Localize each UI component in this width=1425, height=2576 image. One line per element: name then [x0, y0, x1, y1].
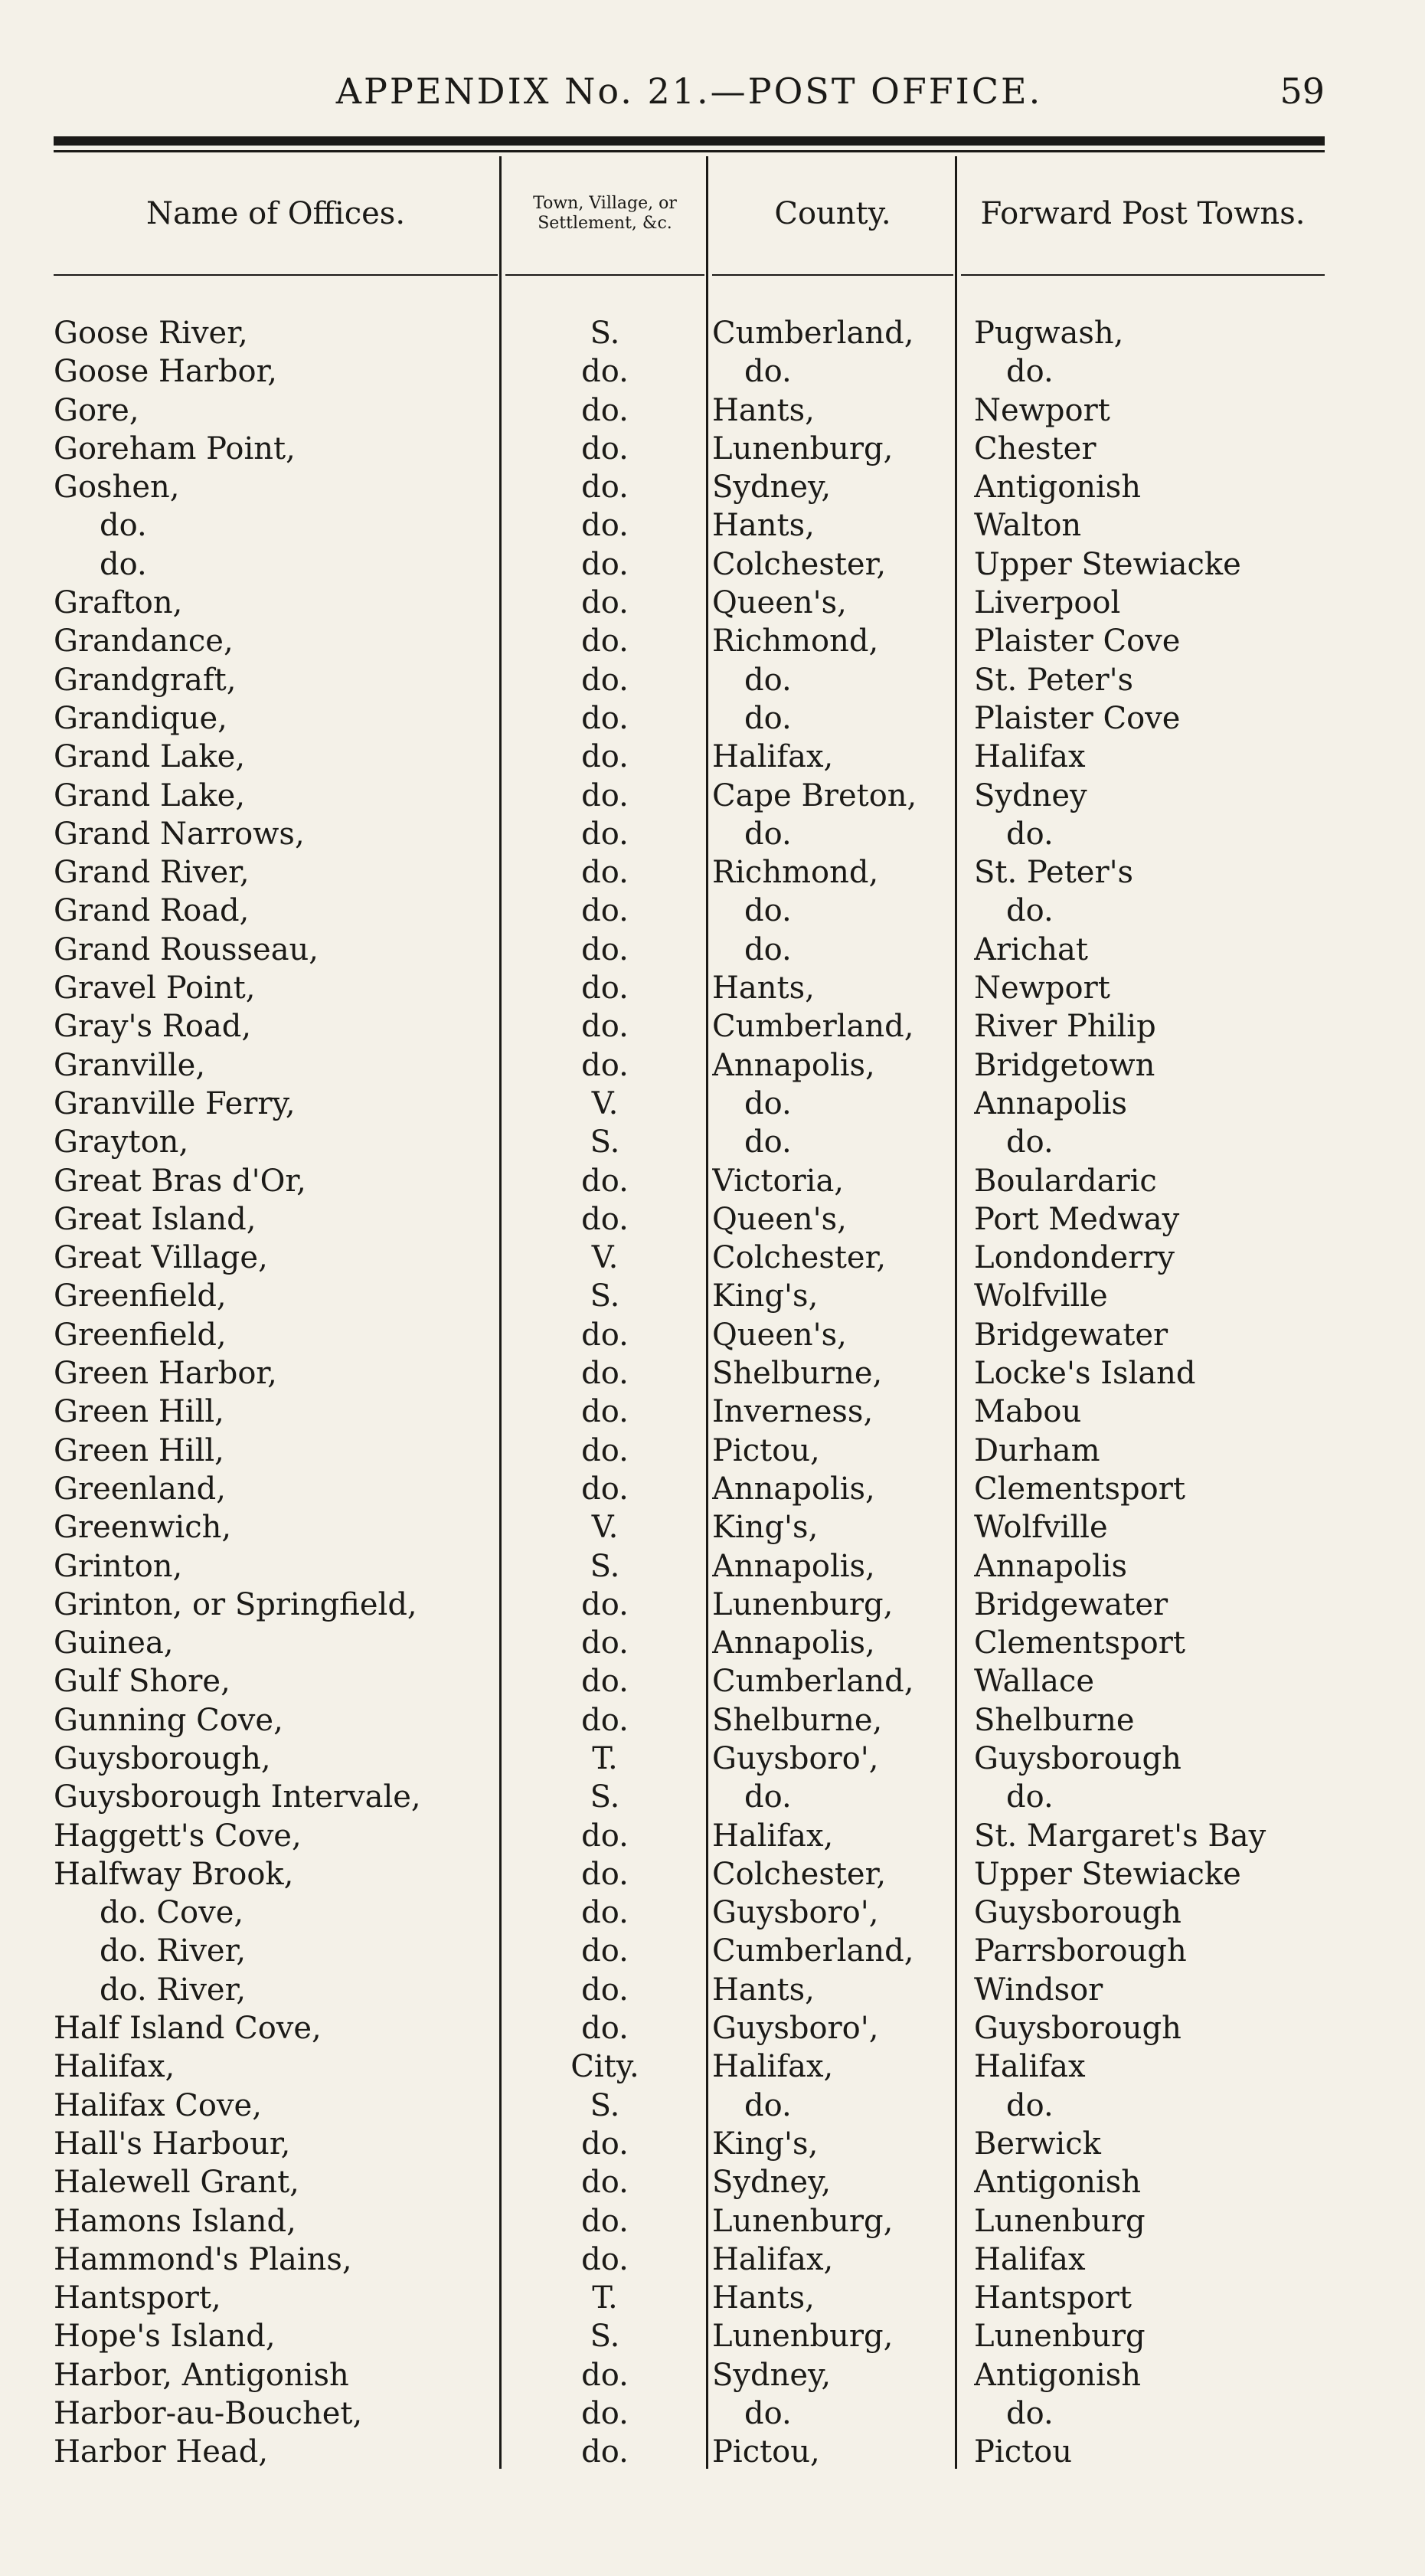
settlement-type: do. — [581, 1664, 629, 1700]
forward-post-town: St. Peter's — [974, 662, 1134, 698]
settlement-type: do. — [581, 700, 629, 736]
settlement-type: do. — [581, 1394, 629, 1430]
forward-post-town: Chester — [974, 430, 1097, 466]
table-row — [0, 661, 1425, 699]
table-row — [0, 2202, 1425, 2240]
column-header-rule — [712, 274, 953, 276]
table-row — [0, 2087, 1425, 2125]
table-row — [0, 1200, 1425, 1239]
county: Hants, — [712, 2280, 815, 2316]
table-row — [0, 1277, 1425, 1315]
settlement-type: do. — [581, 470, 629, 506]
forward-post-town: Halifax — [974, 2241, 1086, 2277]
forward-post-town: St. Peter's — [974, 855, 1134, 891]
settlement-type: T. — [592, 2280, 618, 2316]
settlement-type: V. — [591, 1510, 619, 1546]
county: Annapolis, — [712, 1047, 875, 1083]
county: Halifax, — [712, 2049, 834, 2085]
forward-post-town: Berwick — [974, 2126, 1101, 2162]
table-row — [0, 352, 1425, 391]
table-row — [0, 1701, 1425, 1740]
forward-post-town: Newport — [974, 392, 1110, 428]
county: Annapolis, — [712, 1548, 875, 1584]
office-name: Great Bras d'Or, — [54, 1163, 306, 1199]
settlement-type: do. — [581, 2357, 629, 2393]
county: Guysboro', — [712, 1895, 879, 1931]
table-row — [0, 699, 1425, 738]
county: Queen's, — [712, 585, 847, 621]
forward-post-town: Upper Stewiacke — [974, 1856, 1241, 1892]
office-name: Harbor, Antigonish — [54, 2357, 349, 2393]
settlement-type: do. — [581, 893, 629, 929]
forward-post-town: Antigonish — [974, 470, 1142, 506]
table-row — [0, 1586, 1425, 1624]
office-name: Grandique, — [54, 700, 227, 736]
county: do. — [744, 700, 792, 736]
office-name: Guinea, — [54, 1625, 174, 1661]
settlement-type: S. — [590, 1779, 620, 1815]
office-name: Halewell Grant, — [54, 2165, 299, 2201]
county: Victoria, — [712, 1163, 845, 1199]
settlement-type: do. — [581, 1856, 629, 1892]
forward-post-town: Newport — [974, 971, 1110, 1007]
column-header-rule — [54, 274, 498, 276]
county: Cumberland, — [712, 316, 914, 351]
table-row — [0, 853, 1425, 892]
office-name: do. River, — [100, 1933, 247, 1969]
table-row — [0, 1778, 1425, 1816]
office-name: Great Island, — [54, 1201, 257, 1237]
settlement-type: do. — [581, 1702, 629, 1738]
forward-post-town: Antigonish — [974, 2357, 1142, 2393]
table-row — [0, 391, 1425, 430]
settlement-type: S. — [590, 1548, 620, 1584]
settlement-type: do. — [581, 1201, 629, 1237]
settlement-type: do. — [581, 1471, 629, 1507]
office-name: Grand Rousseau, — [54, 931, 319, 967]
forward-post-town: Parrsborough — [974, 1933, 1187, 1969]
office-name: Grand Narrows, — [54, 816, 305, 852]
settlement-type: S. — [590, 316, 620, 351]
table-row — [0, 314, 1425, 352]
office-name: do. — [100, 546, 147, 582]
page-number: 59 — [1280, 70, 1325, 112]
forward-post-town: Windsor — [974, 1972, 1103, 2008]
settlement-type: do. — [581, 931, 629, 967]
table-row — [0, 468, 1425, 506]
county: Colchester, — [712, 546, 887, 582]
county: Shelburne, — [712, 1356, 883, 1392]
forward-post-town: do. — [1006, 1124, 1054, 1160]
table-row — [0, 1740, 1425, 1778]
table-row — [0, 1007, 1425, 1046]
office-name: Green Harbor, — [54, 1356, 277, 1392]
forward-post-town: Pictou — [974, 2434, 1073, 2470]
forward-post-town: do. — [1006, 893, 1054, 929]
settlement-type: do. — [581, 1047, 629, 1083]
office-name: Grafton, — [54, 585, 183, 621]
office-name: Hamons Island, — [54, 2203, 296, 2239]
settlement-type: V. — [591, 1085, 619, 1121]
settlement-type: S. — [590, 2319, 620, 2355]
county: do. — [744, 1085, 792, 1121]
table-row — [0, 1817, 1425, 1855]
settlement-type: do. — [581, 1163, 629, 1199]
forward-post-town: Bridgetown — [974, 1047, 1155, 1083]
table-row — [0, 1662, 1425, 1700]
header-rule-thin — [54, 150, 1325, 152]
forward-post-town: Wolfville — [974, 1278, 1108, 1314]
settlement-type: do. — [581, 1818, 629, 1854]
office-name: Gunning Cove, — [54, 1702, 283, 1738]
table-row — [0, 1894, 1425, 1932]
county: Colchester, — [712, 1240, 887, 1276]
settlement-type: do. — [581, 2241, 629, 2277]
county: Cumberland, — [712, 1664, 914, 1700]
office-name: Granville, — [54, 1047, 206, 1083]
forward-post-town: do. — [1006, 2087, 1054, 2123]
settlement-type: T. — [592, 1740, 618, 1776]
county: Richmond, — [712, 624, 879, 660]
county: do. — [744, 662, 792, 698]
forward-post-town: Locke's Island — [974, 1356, 1196, 1392]
county: Halifax, — [712, 739, 834, 775]
county: Cumberland, — [712, 1933, 914, 1969]
table-row — [0, 430, 1425, 468]
county: Hants, — [712, 508, 815, 544]
settlement-type: do. — [581, 855, 629, 891]
office-name: Greenland, — [54, 1471, 226, 1507]
forward-post-town: Sydney — [974, 777, 1087, 813]
county: Halifax, — [712, 1818, 834, 1854]
forward-post-town: Halifax — [974, 2049, 1086, 2085]
forward-post-town: Arichat — [974, 931, 1088, 967]
table-row — [0, 2394, 1425, 2433]
county: Sydney, — [712, 2357, 832, 2393]
settlement-type: do. — [581, 1009, 629, 1045]
forward-post-town: Lunenburg — [974, 2203, 1146, 2239]
forward-post-town: Bridgewater — [974, 1586, 1168, 1622]
office-name: Hantsport, — [54, 2280, 221, 2316]
office-name: Harbor Head, — [54, 2434, 269, 2470]
forward-post-town: Guysborough — [974, 1895, 1182, 1931]
table-row — [0, 1508, 1425, 1547]
forward-post-town: Upper Stewiacke — [974, 546, 1241, 582]
office-name: do. Cove, — [100, 1895, 244, 1931]
settlement-type: do. — [581, 430, 629, 466]
settlement-type: do. — [581, 2434, 629, 2470]
office-name: Hall's Harbour, — [54, 2126, 291, 2162]
settlement-type: City. — [570, 2049, 639, 2085]
column-header-county: County. — [774, 196, 891, 231]
settlement-type: do. — [581, 739, 629, 775]
office-name: Grand Lake, — [54, 777, 246, 813]
table-row — [0, 2163, 1425, 2201]
offices-table — [0, 314, 1425, 2472]
office-name: Goose Harbor, — [54, 354, 278, 390]
office-name: Greenwich, — [54, 1510, 232, 1546]
table-row — [0, 1239, 1425, 1277]
table-row — [0, 1547, 1425, 1586]
forward-post-town: do. — [1006, 354, 1054, 390]
forward-post-town: Liverpool — [974, 585, 1121, 621]
settlement-type: do. — [581, 1586, 629, 1622]
county: do. — [744, 354, 792, 390]
forward-post-town: do. — [1006, 2396, 1054, 2432]
forward-post-town: Londonderry — [974, 1240, 1175, 1276]
column-header-rule — [961, 274, 1325, 276]
forward-post-town: Lunenburg — [974, 2319, 1146, 2355]
county: Sydney, — [712, 2165, 832, 2201]
forward-post-town: Durham — [974, 1432, 1100, 1468]
office-name: Great Village, — [54, 1240, 268, 1276]
office-name: Grand Lake, — [54, 739, 246, 775]
settlement-type: do. — [581, 2165, 629, 2201]
county: Guysboro', — [712, 2011, 879, 2047]
county: Annapolis, — [712, 1471, 875, 1507]
table-row — [0, 1316, 1425, 1354]
office-name: Gulf Shore, — [54, 1664, 230, 1700]
county: Guysboro', — [712, 1740, 879, 1776]
county: Lunenburg, — [712, 2203, 894, 2239]
settlement-type: do. — [581, 1356, 629, 1392]
column-header-rule — [505, 274, 704, 276]
forward-post-town: River Philip — [974, 1009, 1156, 1045]
column-header-type: Town, Village, or Settlement, &c. — [533, 194, 677, 233]
office-name: Greenfield, — [54, 1278, 227, 1314]
county: Queen's, — [712, 1317, 847, 1353]
page-header — [54, 63, 1325, 132]
office-name: Grayton, — [54, 1124, 189, 1160]
office-name: Green Hill, — [54, 1394, 224, 1430]
table-row — [0, 2047, 1425, 2086]
office-name: Halifax Cove, — [54, 2087, 262, 2123]
forward-post-town: Bridgewater — [974, 1317, 1168, 1353]
forward-post-town: Clementsport — [974, 1471, 1185, 1507]
office-name: Goose River, — [54, 316, 248, 351]
forward-post-town: Guysborough — [974, 2011, 1182, 2047]
column-header-forward: Forward Post Towns. — [980, 196, 1306, 231]
table-row — [0, 738, 1425, 776]
county: Colchester, — [712, 1856, 887, 1892]
county: Lunenburg, — [712, 430, 894, 466]
office-name: Grandgraft, — [54, 662, 237, 698]
county: Pictou, — [712, 1432, 820, 1468]
office-name: Grinton, or Springfield, — [54, 1586, 417, 1622]
settlement-type: do. — [581, 777, 629, 813]
settlement-type: do. — [581, 2011, 629, 2047]
county: Pictou, — [712, 2434, 820, 2470]
settlement-type: V. — [591, 1240, 619, 1276]
settlement-type: S. — [590, 1124, 620, 1160]
county: King's, — [712, 1510, 819, 1546]
county: Hants, — [712, 971, 815, 1007]
settlement-type: do. — [581, 1972, 629, 2008]
office-name: Grand Road, — [54, 893, 250, 929]
table-row — [0, 1932, 1425, 1970]
settlement-type: do. — [581, 1895, 629, 1931]
office-name: Grand River, — [54, 855, 250, 891]
office-name: Granville Ferry, — [54, 1085, 296, 1121]
county: Halifax, — [712, 2241, 834, 2277]
table-row — [0, 1085, 1425, 1123]
settlement-type: do. — [581, 1317, 629, 1353]
settlement-type: do. — [581, 546, 629, 582]
county: Sydney, — [712, 470, 832, 506]
settlement-type: S. — [590, 2087, 620, 2123]
office-name: Halfway Brook, — [54, 1856, 294, 1892]
county: Cape Breton, — [712, 777, 917, 813]
county: Lunenburg, — [712, 1586, 894, 1622]
settlement-type: do. — [581, 2126, 629, 2162]
county: Annapolis, — [712, 1625, 875, 1661]
table-row — [0, 1624, 1425, 1662]
county: do. — [744, 2087, 792, 2123]
office-name: Goreham Point, — [54, 430, 296, 466]
settlement-type: do. — [581, 816, 629, 852]
forward-post-town: Mabou — [974, 1394, 1082, 1430]
settlement-type: do. — [581, 508, 629, 544]
table-row — [0, 1971, 1425, 2009]
forward-post-town: Boulardaric — [974, 1163, 1157, 1199]
county: do. — [744, 816, 792, 852]
county: Lunenburg, — [712, 2319, 894, 2355]
settlement-type: do. — [581, 354, 629, 390]
table-row — [0, 815, 1425, 853]
forward-post-town: Port Medway — [974, 1201, 1180, 1237]
office-name: Harbor-au-Bouchet, — [54, 2396, 363, 2432]
office-name: Gravel Point, — [54, 971, 256, 1007]
table-row — [0, 777, 1425, 815]
forward-post-town: Annapolis — [974, 1548, 1128, 1584]
table-row — [0, 2433, 1425, 2471]
office-name: Grinton, — [54, 1548, 183, 1584]
forward-post-town: do. — [1006, 1779, 1054, 1815]
county: Queen's, — [712, 1201, 847, 1237]
table-row — [0, 1354, 1425, 1393]
settlement-type: do. — [581, 1933, 629, 1969]
county: do. — [744, 1124, 792, 1160]
table-row — [0, 545, 1425, 584]
office-name: Guysborough Intervale, — [54, 1779, 421, 1815]
county: Cumberland, — [712, 1009, 914, 1045]
forward-post-town: Walton — [974, 508, 1082, 544]
forward-post-town: Annapolis — [974, 1085, 1128, 1121]
office-name: Hammond's Plains, — [54, 2241, 352, 2277]
forward-post-town: St. Margaret's Bay — [974, 1818, 1266, 1854]
forward-post-town: Plaister Cove — [974, 624, 1181, 660]
county: King's, — [712, 1278, 819, 1314]
county: do. — [744, 893, 792, 929]
forward-post-town: Pugwash, — [974, 316, 1124, 351]
forward-post-town: Plaister Cove — [974, 700, 1181, 736]
county: Hants, — [712, 392, 815, 428]
table-row — [0, 506, 1425, 545]
table-row — [0, 1123, 1425, 1161]
county: Shelburne, — [712, 1702, 883, 1738]
office-name: Grandance, — [54, 624, 234, 660]
settlement-type: do. — [581, 662, 629, 698]
table-row — [0, 1470, 1425, 1508]
table-row — [0, 1432, 1425, 1470]
county: do. — [744, 1779, 792, 1815]
table-row — [0, 1046, 1425, 1085]
table-row — [0, 1855, 1425, 1894]
county: Inverness, — [712, 1394, 874, 1430]
table-row — [0, 1162, 1425, 1200]
county: Richmond, — [712, 855, 879, 891]
settlement-type: do. — [581, 1625, 629, 1661]
forward-post-town: do. — [1006, 816, 1054, 852]
county: Hants, — [712, 1972, 815, 2008]
table-row — [0, 622, 1425, 660]
forward-post-town: Wallace — [974, 1664, 1094, 1700]
table-row — [0, 584, 1425, 622]
office-name: Haggett's Cove, — [54, 1818, 302, 1854]
forward-post-town: Clementsport — [974, 1625, 1185, 1661]
office-name: do. River, — [100, 1972, 247, 2008]
settlement-type: S. — [590, 1278, 620, 1314]
county: do. — [744, 931, 792, 967]
page-title: APPENDIX No. 21.—POST OFFICE. — [335, 70, 1043, 112]
county: King's, — [712, 2126, 819, 2162]
table-row — [0, 1393, 1425, 1431]
forward-post-town: Hantsport — [974, 2280, 1132, 2316]
settlement-type: do. — [581, 624, 629, 660]
column-header-name: Name of Offices. — [145, 196, 406, 231]
table-row — [0, 931, 1425, 969]
table-row — [0, 2009, 1425, 2047]
office-name: Halifax, — [54, 2049, 175, 2085]
office-name: Hope's Island, — [54, 2319, 276, 2355]
settlement-type: do. — [581, 971, 629, 1007]
forward-post-town: Guysborough — [974, 1740, 1182, 1776]
office-name: Green Hill, — [54, 1432, 224, 1468]
table-row — [0, 969, 1425, 1007]
office-name: Guysborough, — [54, 1740, 271, 1776]
table-row — [0, 2279, 1425, 2317]
table-row — [0, 2125, 1425, 2163]
table-row — [0, 892, 1425, 930]
forward-post-town: Shelburne — [974, 1702, 1135, 1738]
settlement-type: do. — [581, 1432, 629, 1468]
settlement-type: do. — [581, 2396, 629, 2432]
office-name: Gore, — [54, 392, 139, 428]
table-row — [0, 2240, 1425, 2279]
forward-post-town: Wolfville — [974, 1510, 1108, 1546]
forward-post-town: Antigonish — [974, 2165, 1142, 2201]
settlement-type: do. — [581, 585, 629, 621]
office-name: do. — [100, 508, 147, 544]
office-name: Greenfield, — [54, 1317, 227, 1353]
header-rule-thick — [54, 136, 1325, 146]
office-name: Half Island Cove, — [54, 2011, 322, 2047]
office-name: Goshen, — [54, 470, 180, 506]
county: do. — [744, 2396, 792, 2432]
table-row — [0, 2356, 1425, 2394]
settlement-type: do. — [581, 392, 629, 428]
office-name: Gray's Road, — [54, 1009, 252, 1045]
table-row — [0, 2317, 1425, 2355]
forward-post-town: Halifax — [974, 739, 1086, 775]
settlement-type: do. — [581, 2203, 629, 2239]
